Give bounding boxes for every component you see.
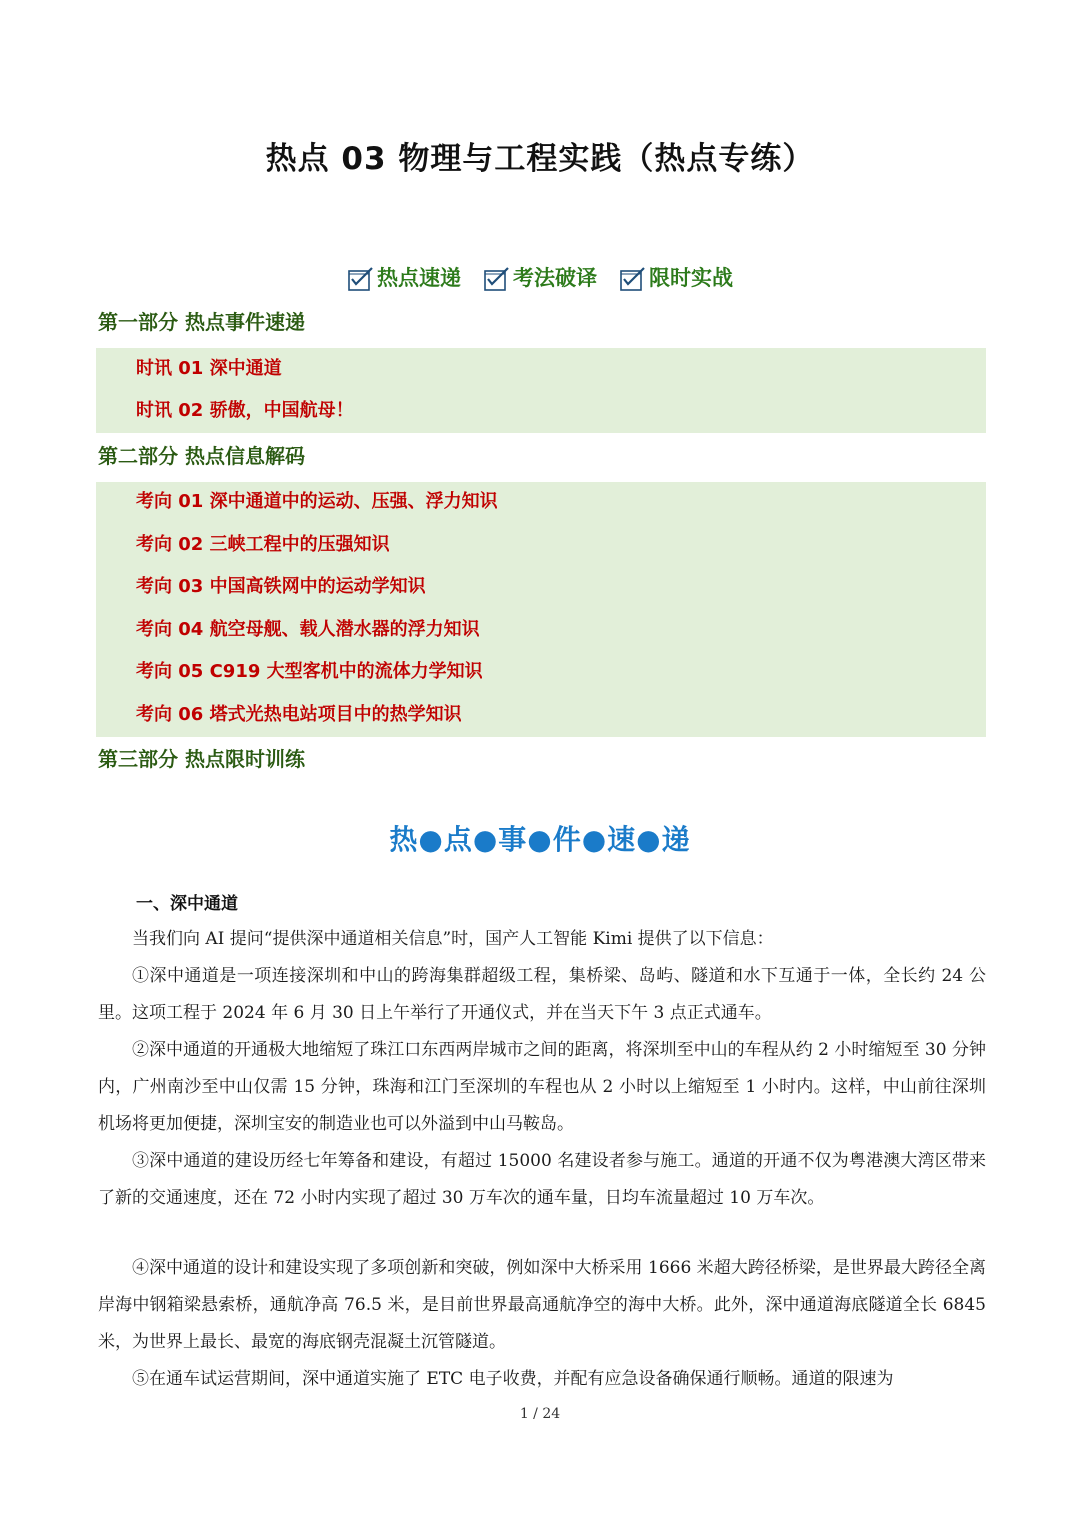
toc-part1-heading[interactable]: 第一部分 热点事件速递 (98, 310, 305, 334)
document-title: 热点 03 物理与工程实践（热点专练） (265, 141, 815, 177)
toc-item[interactable]: 考向 05 C919 大型客机中的流体力学知识 (136, 661, 483, 682)
paragraph-3: ③深中通道的建设历经七年筹备和建设，有超过 15000 名建设者参与施工。通道的开通不仅为粤港澳大湾区带来了新的交通速度，还在 72 小时内实现了超过 30 万车次的通车量，日均车流量超过 10 万车次。 (98, 1151, 986, 1208)
section-banner: 热●点●事●件●速●递 (389, 823, 691, 856)
toc-part1-box (96, 348, 986, 433)
toc-part2-heading[interactable]: 第二部分 热点信息解码 (98, 444, 305, 468)
paragraph-5: ⑤在通车试运营期间，深中通道实施了 ETC 电子收费，并配有应急设备确保通行顺畅。通道的限速为 (132, 1369, 894, 1389)
checklist-icon (347, 266, 375, 292)
nav-item-timed-practice[interactable] (619, 262, 733, 292)
toc-item[interactable]: 时讯 02 骄傲，中国航母！ (136, 400, 354, 421)
toc-part2-box (96, 482, 986, 737)
toc-item[interactable]: 考向 03 中国高铁网中的运动学知识 (136, 576, 426, 597)
section-subheading: 一、深中通道 (136, 894, 238, 914)
nav-item-method-decode[interactable] (483, 262, 597, 292)
paragraph-1: ①深中通道是一项连接深圳和中山的跨海集群超级工程，集桥梁、岛屿、隧道和水下互通于一体，全长约 24 公里。这项工程于 2024 年 6 月 30 日上午举行了开通仪式，并在当天下午 3 点正式通车。 (98, 966, 986, 1023)
paragraph-4: ④深中通道的设计和建设实现了多项创新和突破，例如深中大桥采用 1666 米超大跨径桥梁，是世界最大跨径全离岸海中钢箱梁悬索桥，通航净高 76.5 米，是目前世界最高通航净空的海中大桥。此外，深中通道海底隧道全长 6845 米，为世界上最长、最宽的海底钢壳混凝土沉管隧道。 (98, 1258, 986, 1352)
nav-item-label: 限时实战 (649, 266, 733, 290)
checklist-icon (619, 266, 647, 292)
checklist-icon (483, 266, 511, 292)
nav-item-label: 考法破译 (513, 266, 597, 290)
page-number: 1 / 24 (519, 1406, 561, 1422)
paragraph-2: ②深中通道的开通极大地缩短了珠江口东西两岸城市之间的距离，将深圳至中山的车程从约 2 小时缩短至 30 分钟内，广州南沙至中山仅需 15 分钟，珠海和江门至深圳的车程也从 2 小时以上缩短至 1 小时内。这样，中山前往深圳机场将更加便捷，深圳宝安的制造业也可以外溢到中山马鞍岛。 (98, 1040, 986, 1134)
toc-item[interactable]: 考向 06 塔式光热电站项目中的热学知识 (136, 704, 462, 725)
nav-item-hotspot-express[interactable] (347, 262, 461, 292)
nav-item-label: 热点速递 (377, 266, 461, 290)
toc-item[interactable]: 考向 04 航空母舰、载人潜水器的浮力知识 (136, 619, 480, 640)
toc-item[interactable]: 时讯 01 深中通道 (136, 358, 282, 379)
toc-item[interactable]: 考向 01 深中通道中的运动、压强、浮力知识 (136, 491, 498, 512)
intro-paragraph: 当我们向 AI 提问“提供深中通道相关信息”时，国产人工智能 Kimi 提供了以下信息： (132, 929, 774, 949)
section-nav (0, 262, 1080, 292)
toc-item[interactable]: 考向 02 三峡工程中的压强知识 (136, 534, 390, 555)
toc-part3-heading[interactable]: 第三部分 热点限时训练 (98, 747, 305, 771)
